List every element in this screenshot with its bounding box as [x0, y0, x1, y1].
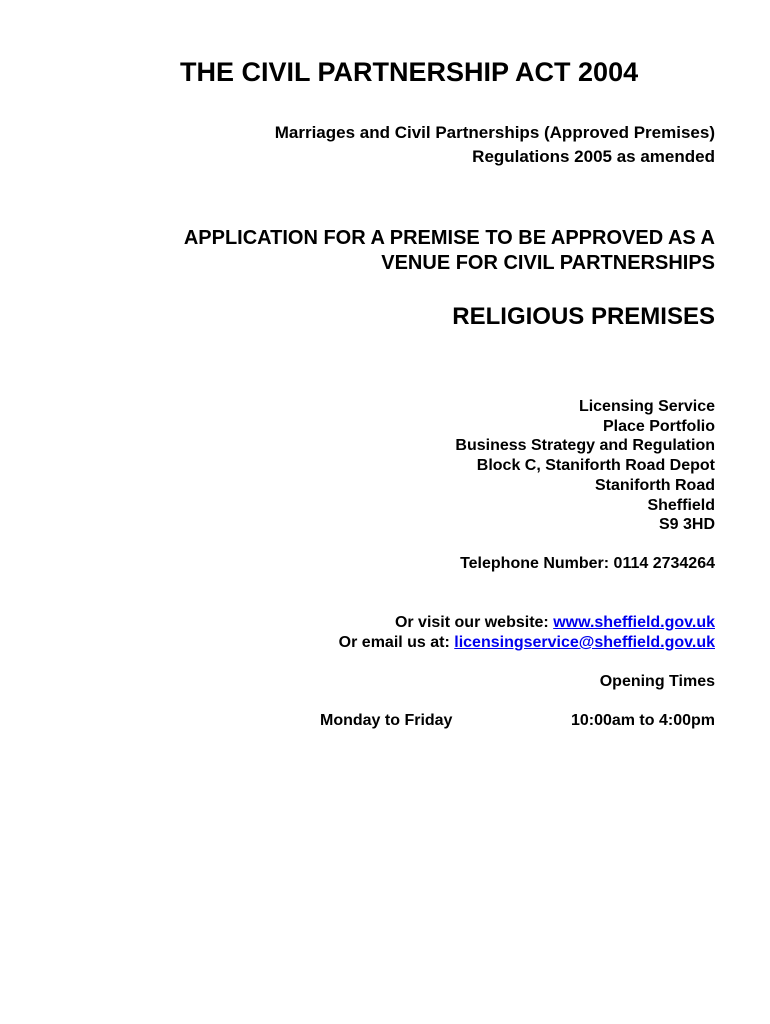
contact-details — [339, 613, 715, 653]
section-heading: RELIGIOUS PREMISES — [452, 303, 715, 330]
email-label: Or email us at: — [338, 634, 455, 651]
address-line-7: S9 3HD — [658, 516, 715, 534]
application-line-2: VENUE FOR CIVIL PARTNERSHIPS — [381, 252, 715, 274]
application-heading — [184, 226, 715, 276]
website-label: Or visit our website: — [394, 614, 554, 631]
telephone-number: Telephone Number: 0114 2734264 — [460, 555, 715, 572]
website-link[interactable]: www.sheffield.gov.uk — [553, 614, 715, 631]
subtitle-line-2: Regulations 2005 as amended — [472, 147, 715, 166]
email-link[interactable]: licensingservice@sheffield.gov.uk — [454, 634, 715, 651]
address-line-6: Sheffield — [647, 496, 715, 514]
opening-days: Monday to Friday — [320, 712, 453, 729]
address-line-1: Licensing Service — [578, 398, 715, 415]
email-row — [339, 633, 715, 653]
address-line-4: Block C, Staniforth Road Depot — [476, 457, 715, 475]
address-line-2: Place Portfolio — [602, 417, 715, 435]
application-line-1: APPLICATION FOR A PREMISE TO BE APPROVED AS A — [183, 227, 715, 249]
document-title: THE CIVIL PARTNERSHIP ACT 2004 — [180, 57, 639, 87]
website-row — [339, 613, 715, 633]
opening-hours: 10:00am to 4:00pm — [570, 712, 715, 729]
postal-address — [455, 397, 715, 535]
opening-times-heading: Opening Times — [599, 673, 715, 690]
regulations-subtitle — [275, 121, 715, 169]
address-line-5: Staniforth Road — [595, 476, 715, 494]
address-line-3: Business Strategy and Regulation — [455, 437, 715, 455]
subtitle-line-1: Marriages and Civil Partnerships (Approved Premises) — [274, 123, 715, 142]
